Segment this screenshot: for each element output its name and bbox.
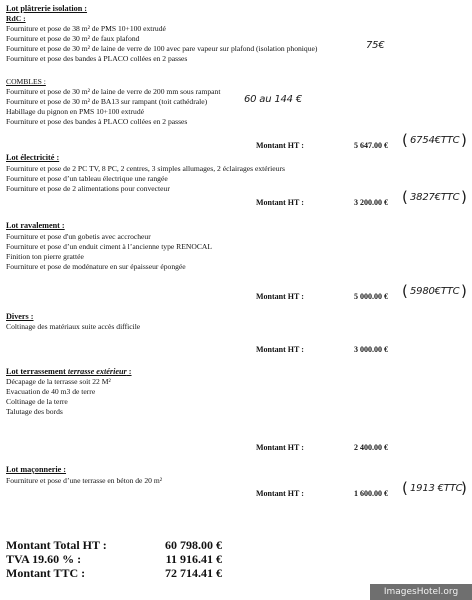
handwritten-ttc-note: 5980€TTC xyxy=(410,286,460,297)
title-part: : xyxy=(126,367,132,376)
line-item: Fourniture et pose de 30 m² de BA13 sur rampant (toit cathédrale) xyxy=(6,97,208,106)
handwritten-ttc-note: 6754€TTC xyxy=(410,135,460,146)
line-item: Coltinage de la terre xyxy=(6,397,68,406)
handwritten-ttc-note: 1913 €TTC xyxy=(410,483,463,494)
montant-ht-value: 3 200.00 € xyxy=(354,198,388,207)
montant-ht-label: Montant HT : xyxy=(256,141,304,150)
total-ht-value: 60 798.00 € xyxy=(165,538,222,552)
handwritten-ttc-note: 3827€TTC xyxy=(410,192,460,203)
line-item: Fourniture et pose d’une terrasse en béton de 20 m² xyxy=(6,476,163,485)
montant-ht-label: Montant HT : xyxy=(256,489,304,498)
tva-label: TVA 19.60 % : xyxy=(6,552,82,566)
paren-open: ( xyxy=(402,131,408,149)
montant-ht-label: Montant HT : xyxy=(256,345,304,354)
section-title-divers: Divers : xyxy=(6,312,34,321)
paren-close: ) xyxy=(461,131,467,149)
line-item: Talutage des bords xyxy=(6,407,63,416)
montant-ht-value: 2 400.00 € xyxy=(354,443,388,452)
paren-open: ( xyxy=(402,188,408,206)
montant-ht-value: 1 600.00 € xyxy=(354,489,388,498)
montant-ht-value: 5 000.00 € xyxy=(354,292,388,301)
montant-ht-label: Montant HT : xyxy=(256,443,304,452)
tva-value: 11 916.41 € xyxy=(165,552,222,566)
total-ttc-value: 72 714.41 € xyxy=(165,566,222,580)
line-item: Evacuation de 40 m3 de terre xyxy=(6,387,96,396)
line-item: Fourniture et pose de 30 m² de laine de verre de 100 avec pare vapeur sur plafond (isolation phonique) xyxy=(6,44,318,53)
subsection-combles: COMBLES : xyxy=(6,77,46,86)
handwritten-note-60-144: 60 au 144 € xyxy=(244,94,302,105)
section-title-electricite: Lot électricité : xyxy=(6,153,60,162)
paren-close: ) xyxy=(461,282,467,300)
title-part-italic: terrasse extérieur xyxy=(67,367,127,376)
total-ttc-label: Montant TTC : xyxy=(6,566,86,580)
line-item: Fourniture et pose de 38 m² de PMS 10+100 extrudé xyxy=(6,24,166,33)
line-item: Fourniture et pose de 30 m² de laine de verre de 200 mm sous rampant xyxy=(6,87,221,96)
line-item: Fourniture et pose de 30 m² de faux plafond xyxy=(6,34,140,43)
section-title-ravalement: Lot ravalement : xyxy=(6,221,65,230)
line-item: Finition ton pierre grattée xyxy=(6,252,84,261)
line-item: Fourniture et pose de 2 alimentations pour convecteur xyxy=(6,184,170,193)
total-ht-label: Montant Total HT : xyxy=(6,538,107,552)
montant-ht-value: 3 000.00 € xyxy=(354,345,388,354)
line-item: Habillage du pignon en PMS 10+100 extrudé xyxy=(6,107,145,116)
line-item: Fourniture et pose d'un gobetis avec accrocheur xyxy=(6,232,151,241)
line-item: Fourniture et pose d’un enduit ciment à l’ancienne type RENOCAL xyxy=(6,242,213,251)
section-title-platrerie: Lot plâtrerie isolation : xyxy=(6,4,88,13)
paren-open: ( xyxy=(402,282,408,300)
title-part: Lot terrassement xyxy=(6,367,68,376)
line-item: Fourniture et pose des bandes à PLACO collées en 2 passes xyxy=(6,117,188,126)
montant-ht-label: Montant HT : xyxy=(256,292,304,301)
section-title-maconnerie: Lot maçonnerie : xyxy=(6,465,67,474)
line-item: Fourniture et pose des bandes à PLACO collées en 2 passes xyxy=(6,54,188,63)
line-item: Fourniture et pose d’un tableau électrique une rangée xyxy=(6,174,168,183)
paren-close: ) xyxy=(461,479,467,497)
montant-ht-label: Montant HT : xyxy=(256,198,304,207)
line-item: Décapage de la terrasse soit 22 M² xyxy=(6,377,111,386)
handwritten-note-75: 75€ xyxy=(366,40,385,51)
paren-open: ( xyxy=(402,479,408,497)
line-item: Fourniture et pose de 2 PC TV, 8 PC, 2 centres, 3 simples allumages, 2 éclairages extérieurs xyxy=(6,164,285,173)
watermark-banner: ImagesHotel.org xyxy=(370,584,472,600)
line-item: Fourniture et pose de modénature en sur épaisseur épongée xyxy=(6,262,186,271)
montant-ht-value: 5 647.00 € xyxy=(354,141,388,150)
paren-close: ) xyxy=(461,188,467,206)
subsection-rdc: RdC : xyxy=(6,14,26,23)
section-title-terrassement xyxy=(6,367,132,376)
line-item: Coltinage des matériaux suite accès difficile xyxy=(6,322,141,331)
